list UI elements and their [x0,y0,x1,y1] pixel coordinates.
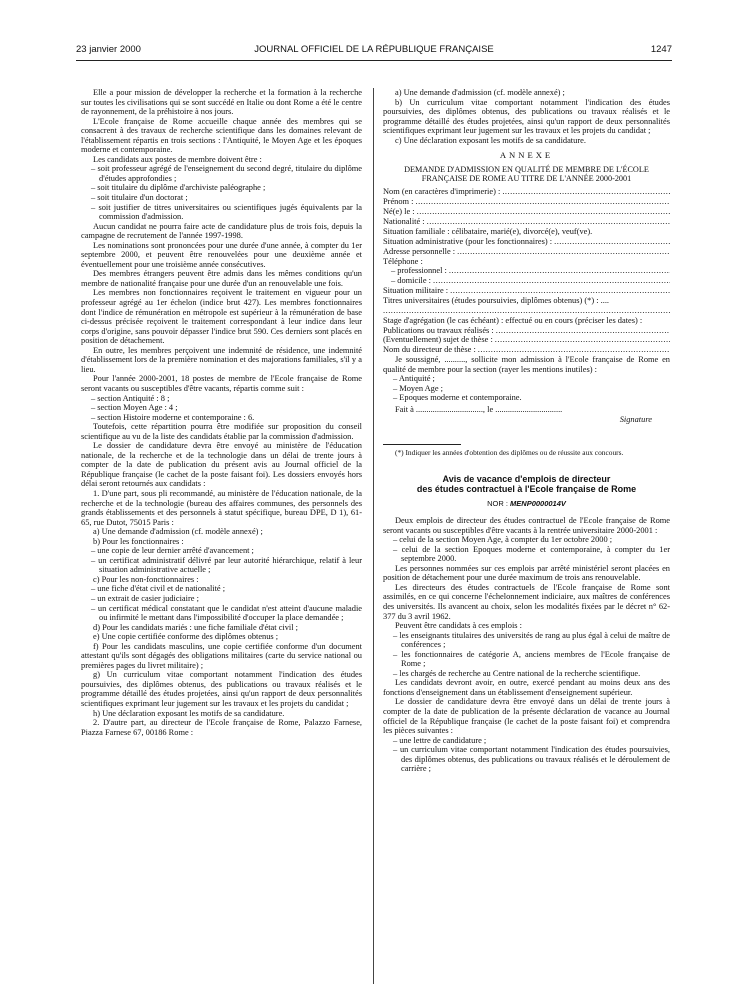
list-item: – les chargés de recherche au Centre national de la recherche scientifique. [383,669,670,679]
sections-list [81,394,362,423]
paragraph: a) Une demande d'admission (cf. modèle annexé) ; [93,527,263,537]
list-item: – soit titulaire du diplôme d'archiviste paléographe ; [81,183,362,193]
form-line-domicile: – domicile : ..... [383,276,670,286]
list-item: – celui de la section Epoques moderne et contemporaine, à compter du 1er septembre 2000. [383,545,670,564]
avis-title-line-2: des études contractuel à l'Ecole française de Rome [416,484,637,495]
nor-label: NOR : [487,498,508,508]
form-line-titres: Titres universitaires (études poursuivies, diplômes obtenus) (*) : .... [383,296,610,306]
list-item: – soit justifier de titres universitaires ou scientifiques jugés équivalents par la commission d'admission. [81,203,362,222]
form-line-telephone: Téléphone : [383,256,423,266]
eligibility-list [81,164,362,221]
paragraph: g) Un curriculum vitae comportant notamment l'indication des études poursuivies, des diplômes obtenus, des publications ou travaux réalisés et le programme détaillé des études projetées, ainsi qu'un rapport de deux personnalités scientifiques exprimant leur jugement sur les travaux et les projets du candidat ; [81,670,362,708]
paragraph: Les candidats aux postes de membre doivent être : [93,154,262,164]
fill-dots [496,326,670,336]
form-stage: Stage d'agrégation (le cas échéant) : effectué ou en cours (préciser les dates) : [383,316,643,326]
list-item: – celui de la section Moyen Age, à compter du 1er octobre 2000 ; [383,535,670,545]
paragraph: L'Ecole française de Rome accueille chaque année des membres qui se consacrent à des travaux de recherche scientifique dans les domaines relevant de l'établissement répartis en trois sections : l'Antiquité, le Moyen Age et les époques moderne et contemporaine. [81,116,362,155]
fill-dots [417,207,670,217]
fill-dots [457,247,670,257]
column-separator [373,88,374,984]
footnote: (*) Indiquer les années d'obtention des diplômes ou de réussite aux concours. [395,448,624,458]
form-line-prenom: Prénom : ..... [383,197,670,207]
paragraph: Le dossier de candidature devra être envoyé au ministère de l'éducation nationale, de la recherche et de la technologie dans un délai de trente jours à compter de la date de publication du présent avis au Journal officiel de la République française (le cachet de la poste faisant foi). Les dossiers envoyés hors délai seront retournés aux candidats : [81,441,362,489]
paragraph: c) Une déclaration exposant les motifs de sa candidature. [395,135,586,145]
paragraph: b) Un curriculum vitae comportant notamment l'indication des études poursuivies, des diplômes obtenus, des publications ou travaux réalisés et le programme détaillé des études projetées, ainsi qu'un rapport de deux personnalités scientifiques exprimant leur jugement sur les travaux et les projets du candidat ; [383,97,670,136]
paragraph: Le dossier de candidature devra être envoyé dans un délai de trente jours à compter de la date de publication de la présente déclaration de vacance au Journal officiel de la République française (le cachet de la poste faisant foi) et comprendra les pièces suivantes : [383,697,670,736]
list-item: – section Moyen Age : 4 ; [81,403,362,413]
fill-dots [495,335,670,345]
paragraph: Aucun candidat ne pourra faire acte de candidature plus de trois fois, depuis la campagne de recrutement de l'année 1997-1998. [81,221,362,241]
list-item: – un certificat médical constatant que le candidat n'est atteint d'aucune maladie ou infirmité le mettant dans l'impossibilité d'occuper la place demandée ; [81,604,362,623]
vacancies-list [383,535,670,564]
list-item: – section Histoire moderne et contemporaine : 6. [81,413,362,423]
candidates-list [383,631,670,679]
paragraph: Les personnes nommées sur ces emplois par arrêté ministériel seront placées en position de détachement pour une durée maximum de trois ans renouvelable. [383,563,670,583]
paragraph: Les candidats devront avoir, en outre, exercé pendant au moins deux ans des fonctions d'enseignement dans un établissement d'enseignement supérieur. [383,678,670,697]
paragraph: f) Pour les candidats masculins, une copie certifiée conforme d'un document attestant qu'ils sont dégagés des obligations militaires (carte du service national ou premières pages du livret militaire) ; [81,641,362,670]
non-fonctionnaires-list [81,584,362,622]
form-line-titres-cont [383,306,670,316]
paragraph: a) Une demande d'admission (cf. modèle annexé) ; [395,88,565,97]
list-item: – une copie de leur dernier arrêté d'avancement ; [81,546,362,556]
nor-reference [383,499,670,509]
footnote-rule [383,444,461,445]
list-item: – un curriculum vitae comportant notamment l'indication des études poursuivies, des diplômes obtenus, des publications ou travaux réalisés et le déroulement de carrière ; [383,745,670,774]
list-item: – les fonctionnaires de catégorie A, anciens membres de l'Ecole française de Rome ; [383,650,670,669]
paragraph: b) Pour les fonctionnaires : [93,536,184,546]
paragraph: Les membres non fonctionnaires reçoivent le traitement en vigueur pour un professeur agrégé au 1er échelon (indice brut 427). Les membres fonctionnaires dont l'indice de rémunération en métropole est supérieur à la rémunération de base ci-dessus précisée reçoivent le traitement correspondant à leur indice dans leur corps d'origine, sans pouvoir dépasser l'indice brut 590. Ces derniers sont placés en position de détachement. [81,288,362,346]
documents-list [383,736,670,774]
list-item: – section Antiquité : 8 ; [81,394,362,404]
paragraph: e) Une copie certifiée conforme des diplômes obtenus ; [93,632,279,642]
fait-a-line: Fait à ................................, le ................................ [395,405,563,415]
fill-dots [383,306,670,316]
nor-code: MENP0000014V [510,498,566,508]
paragraph: Des membres étrangers peuvent être admis dans les mêmes conditions qu'un membre de nationalité française pour une durée d'un an renouvelable une fois. [81,269,362,288]
left-column [81,88,362,737]
page-number: 1247 [650,44,672,55]
form-line-nationalite: Nationalité : ..... [383,217,670,227]
list-item: – une lettre de candidature ; [383,736,670,746]
signature-wrap [383,415,670,425]
header-date: 23 janvier 2000 [76,44,141,55]
fill-dots [554,237,670,247]
form-sections-list [383,374,670,403]
paragraph: d) Pour les candidats mariés : une fiche familiale d'état civil ; [93,622,298,632]
admission-form [383,187,670,424]
list-item: – Antiquité ; [383,374,670,384]
avis-title-line-1: Avis de vacance d'emplois de directeur [442,473,611,484]
fill-dots [502,187,670,197]
form-line-situation-admin: Situation administrative (pour les fonctionnaires) : ..... [383,237,670,247]
list-item: – une fiche d'état civil et de nationalité ; [81,584,362,594]
paragraph: Les directeurs des études contractuels de l'Ecole française de Rome sont assimilés, en ce qui concerne l'échelonnement indiciaire, aux maîtres de conférences des universités. Ils avancent au choix, selon les modalités fixées par le décret n° 62-377 du 3 avril 1962. [383,582,670,621]
form-line-adresse: Adresse personnelle : ..... [383,247,670,257]
list-item: – Epoques moderne et contemporaine. [383,393,670,403]
paragraph: En outre, les membres perçoivent une indemnité de résidence, une indemnité d'établissement lors de la première nomination et des majorations familiales, s'il y a lieu. [81,345,362,374]
paragraph: Pour l'année 2000-2001, 18 postes de membre de l'Ecole française de Rome seront vacants ou susceptibles d'être vacants, répartis comme suit : [81,374,362,393]
avis-title [383,474,670,495]
form-line-directeur: Nom du directeur de thèse : ..... [383,345,670,355]
fill-dots [450,286,670,296]
form-line-situation-militaire: Situation militaire : ..... [383,286,670,296]
fill-dots [427,217,670,227]
paragraph: Toutefois, cette répartition pourra être modifiée sur proposition du conseil scientifique au vu de la liste des candidats établie par la commission d'admission. [81,422,362,441]
paragraph: c) Pour les non-fonctionnaires : [93,574,199,584]
list-item: – un certificat administratif délivré par leur autorité hiérarchique, relatif à leur situation administrative actuelle ; [81,556,362,575]
list-item: – Moyen Age ; [383,384,670,394]
list-item: – les enseignants titulaires des universités de rang au plus égal à celui de maître de conférences ; [383,631,670,650]
paragraph: Peuvent être candidats à ces emplois : [395,621,522,631]
fill-dots [433,276,670,286]
list-item: – soit professeur agrégé de l'enseignement du second degré, titulaire du diplôme d'études approfondies ; [81,164,362,183]
fill-dots [415,197,670,207]
form-line-situation-familiale: Situation familiale : célibataire, marié(e), divorcé(e), veuf(ve). [383,226,593,236]
paragraph: Elle a pour mission de développer la recherche et la formation à la recherche sur toutes les civilisations qui se sont succédé en Italie ou dont Rome a été le centre de rayonnement, de la préhistoire à nos jours. [81,88,362,117]
paragraph: Deux emplois de directeur des études contractuel de l'Ecole française de Rome seront vacants ou susceptibles d'être vacants à la rentrée universitaire 2000-2001 : [383,516,670,535]
fonctionnaires-list [81,546,362,575]
fill-dots [449,266,670,276]
right-column [383,88,670,774]
journal-title: JOURNAL OFFICIEL DE LA RÉPUBLIQUE FRANÇAISE [254,44,494,55]
list-item: – un extrait de casier judiciaire ; [81,594,362,604]
annexe-title: ANNEXE [499,150,554,161]
form-line-nee: Né(e) le : ..... [383,207,670,217]
form-line-nom: Nom (en caractères d'imprimerie) : ..... [383,187,670,197]
signature-label: Signature [619,414,652,424]
form-line-sujet: (Eventuellement) sujet de thèse : ..... [383,335,670,345]
page-header [76,44,672,58]
paragraph: 1. D'une part, sous pli recommandé, au ministère de l'éducation nationale, de la recherche et de la technologie (bureau des affaires communes, des personnels des grands établissements et des personnels à statut spécifique, bureau DPE, D 1), 61-65, rue Dutot, 75015 Paris : [81,488,362,527]
paragraph: h) Une déclaration exposant les motifs de sa candidature. [93,708,285,718]
annexe-subtitle: DEMANDE D'ADMISSION EN QUALITÉ DE MEMBRE DE L'ÉCOLE FRANÇAISE DE ROME AU TITRE DE L'ANNÉE 2000-2001 [404,164,649,184]
list-item: – soit titulaire d'un doctorat ; [81,193,362,203]
form-line-professionnel: – professionnel : ..... [383,266,670,276]
paragraph: Les nominations sont prononcées pour une durée d'une année, à compter du 1er septembre 2000, et peuvent être renouvelées pour une deuxième année et éventuellement pour une troisième année consécutives. [81,240,362,269]
form-line-publications: Publications ou travaux réalisés : ..... [383,326,670,336]
signature-row [383,405,670,415]
header-rule [76,60,672,61]
form-declaration: Je soussigné, .........., sollicite mon admission à l'Ecole française de Rome en qualité de membre pour la section (rayer les mentions inutiles) : [383,355,670,374]
paragraph: 2. D'autre part, au directeur de l'Ecole française de Rome, Palazzo Farnese, Piazza Farnese 67, 00186 Rome : [81,718,362,737]
fill-dots [478,345,670,355]
